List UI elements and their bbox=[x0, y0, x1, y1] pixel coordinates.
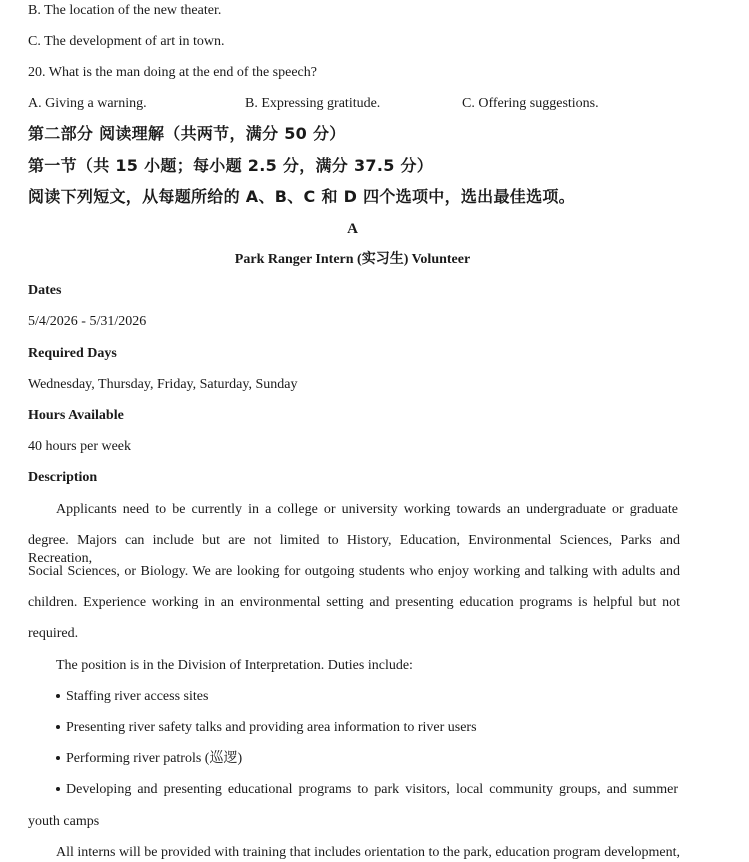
description-line: children. Experience working in an environmental setting and presenting education programs is helpful but not bbox=[28, 595, 680, 610]
duty-item bbox=[56, 781, 678, 799]
hours-value: 40 hours per week bbox=[28, 439, 132, 454]
bullet-icon bbox=[56, 694, 60, 698]
listening-option-b-19: B. The location of the new theater. bbox=[28, 3, 222, 18]
description-line: Applicants need to be currently in a college or university working towards an undergraduate or graduate bbox=[56, 502, 678, 517]
instructions: 阅读下列短文，从每题所给的 A、B、C 和 D 四个选项中，选出最佳选项。 bbox=[28, 187, 575, 206]
description-line: required. bbox=[28, 626, 79, 641]
passage-letter: A bbox=[347, 221, 358, 237]
part-two-title: 第二部分 阅读理解（共两节，满分 50 分） bbox=[28, 124, 346, 143]
position-text: The position is in the Division of Interpretation. Duties include: bbox=[56, 658, 413, 673]
description-line: degree. Majors can include but are not limited to History, Education, Environmental Sciences, Parks and Recreation, bbox=[28, 533, 680, 566]
dates-value: 5/4/2026 - 5/31/2026 bbox=[28, 314, 147, 329]
description-line: Social Sciences, or Biology. We are looking for outgoing students who enjoy working and talking with adults and bbox=[28, 564, 680, 579]
question-20: 20. What is the man doing at the end of the speech? bbox=[28, 65, 317, 80]
question-20-option-a: A. Giving a warning. bbox=[28, 96, 147, 111]
subsection-title: 第一节（共 15 小题；每小题 2.5 分，满分 37.5 分） bbox=[28, 156, 434, 175]
question-20-option-b: B. Expressing gratitude. bbox=[245, 96, 381, 111]
duty-text: Presenting river safety talks and providing area information to river users bbox=[66, 720, 477, 735]
duty-item bbox=[56, 688, 208, 706]
duty-item bbox=[56, 750, 242, 768]
duty-text: Developing and presenting educational programs to park visitors, local community groups, and summer bbox=[66, 782, 678, 797]
duty-text: Staffing river access sites bbox=[66, 689, 209, 704]
required-days-value: Wednesday, Thursday, Friday, Saturday, Sunday bbox=[28, 377, 298, 392]
bullet-icon bbox=[56, 725, 60, 729]
training-text: All interns will be provided with training that includes orientation to the park, education program development, bbox=[56, 845, 681, 860]
duty-item bbox=[56, 719, 477, 737]
question-20-option-c: C. Offering suggestions. bbox=[462, 96, 599, 111]
bullet-icon bbox=[56, 756, 60, 760]
hours-label: Hours Available bbox=[28, 408, 124, 423]
duty-text: Performing river patrols (巡逻) bbox=[66, 751, 243, 766]
dates-label: Dates bbox=[28, 283, 62, 298]
bullet-icon bbox=[56, 787, 60, 791]
description-label: Description bbox=[28, 470, 98, 485]
listening-option-c-19: C. The development of art in town. bbox=[28, 34, 225, 49]
required-days-label: Required Days bbox=[28, 346, 117, 361]
duty-continuation: youth camps bbox=[28, 814, 100, 829]
passage-title: Park Ranger Intern (实习生) Volunteer bbox=[234, 252, 471, 267]
